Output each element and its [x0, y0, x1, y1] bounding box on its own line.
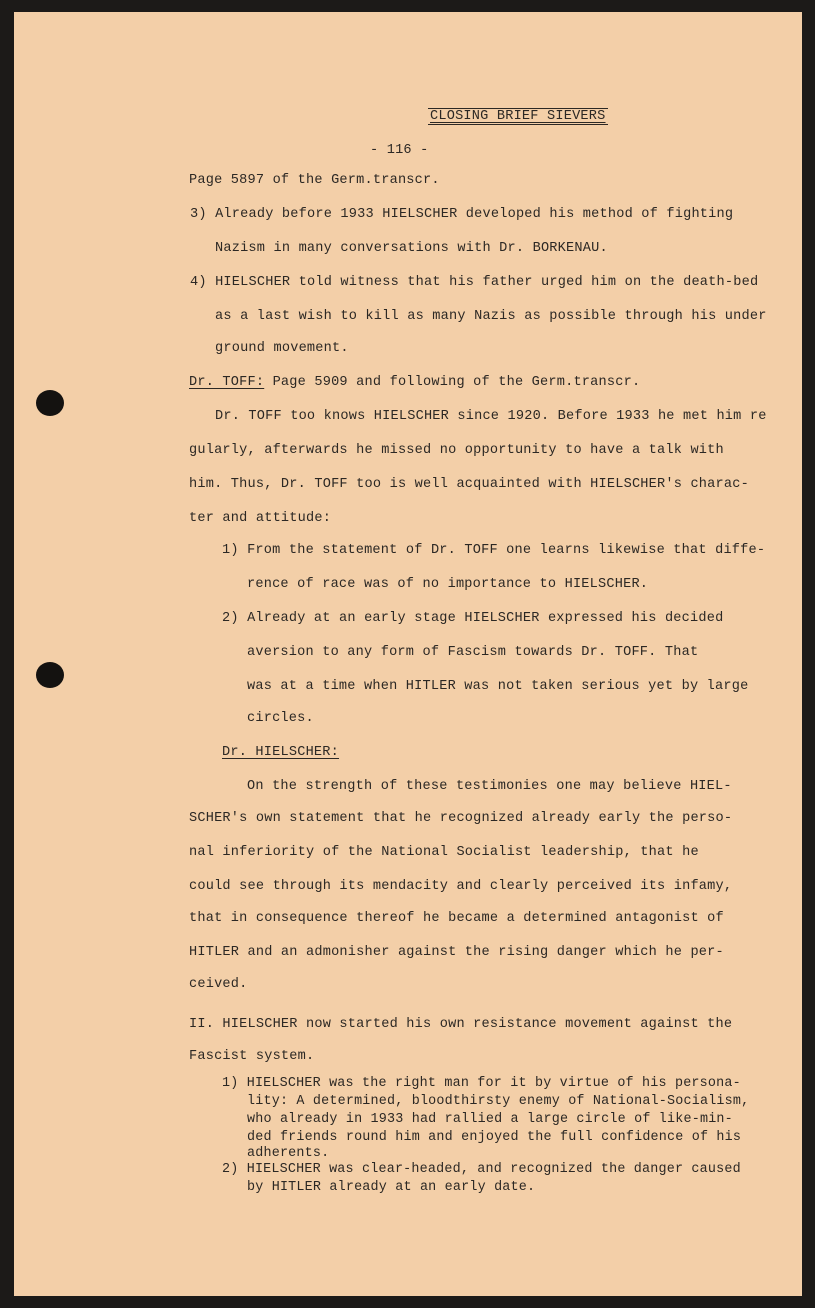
text-line: gularly, afterwards he missed no opportunity to have a talk with	[189, 443, 724, 458]
text-line: as a last wish to kill as many Nazis as possible through his under	[215, 309, 767, 324]
text-line: was at a time when HITLER was not taken serious yet by large	[247, 679, 749, 694]
text-line: 1) HIELSCHER was the right man for it by virtue of his persona-	[222, 1076, 741, 1091]
text-line: ground movement.	[215, 341, 349, 356]
document-page	[14, 12, 802, 1296]
text-line: could see through its mendacity and clearly perceived its infamy,	[189, 879, 733, 894]
text-line: rence of race was of no importance to HIELSCHER.	[247, 577, 649, 592]
text-line: HITLER and an admonisher against the rising danger which he per-	[189, 945, 724, 960]
text-line: nal inferiority of the National Socialist leadership, that he	[189, 845, 699, 860]
text-line: Dr. TOFF too knows HIELSCHER since 1920. Before 1933 he met him re	[215, 409, 767, 424]
text-line: 4) HIELSCHER told witness that his father urged him on the death-bed	[190, 275, 759, 290]
text-line: 1) From the statement of Dr. TOFF one learns likewise that diffe-	[222, 543, 766, 558]
witness-label-toff: Dr. TOFF:	[189, 375, 265, 390]
text-line: lity: A determined, bloodthirsty enemy of National-Socialism,	[247, 1094, 750, 1109]
text-line: On the strength of these testimonies one may believe HIEL-	[247, 779, 732, 794]
text-line: aversion to any form of Fascism towards Dr. TOFF. That	[247, 645, 699, 660]
text-span: Page 5909 and following of the Germ.transcr.	[264, 375, 641, 390]
document-title: CLOSING BRIEF SIEVERS	[430, 109, 606, 124]
punch-hole-bottom	[36, 662, 64, 688]
text-line: adherents.	[247, 1146, 330, 1161]
text-line: Page 5897 of the Germ.transcr.	[189, 173, 440, 188]
text-line: 2) Already at an early stage HIELSCHER expressed his decided	[222, 611, 724, 626]
text-line: 3) Already before 1933 HIELSCHER developed his method of fighting	[190, 207, 734, 222]
text-line: that in consequence thereof he became a determined antagonist of	[189, 911, 724, 926]
text-line: Fascist system.	[189, 1049, 315, 1064]
text-line: him. Thus, Dr. TOFF too is well acquainted with HIELSCHER's charac-	[189, 477, 749, 492]
text-line: 2) HIELSCHER was clear-headed, and recognized the danger caused	[222, 1162, 741, 1177]
punch-hole-top	[36, 390, 64, 416]
text-line: by HITLER already at an early date.	[247, 1180, 536, 1195]
text-line: ter and attitude:	[189, 511, 332, 526]
text-line: ded friends round him and enjoyed the full confidence of his	[247, 1130, 742, 1145]
text-line: SCHER's own statement that he recognized already early the perso-	[189, 811, 733, 826]
text-line: Nazism in many conversations with Dr. BORKENAU.	[215, 241, 608, 256]
text-line: who already in 1933 had rallied a large circle of like-min-	[247, 1112, 733, 1127]
witness-label-hielscher: Dr. HIELSCHER:	[222, 745, 340, 760]
text-line: circles.	[247, 711, 314, 726]
text-line: ceived.	[189, 977, 248, 992]
text-line: II. HIELSCHER now started his own resistance movement against the	[189, 1017, 733, 1032]
text-line	[189, 374, 640, 392]
page-number: - 116 -	[370, 143, 429, 158]
